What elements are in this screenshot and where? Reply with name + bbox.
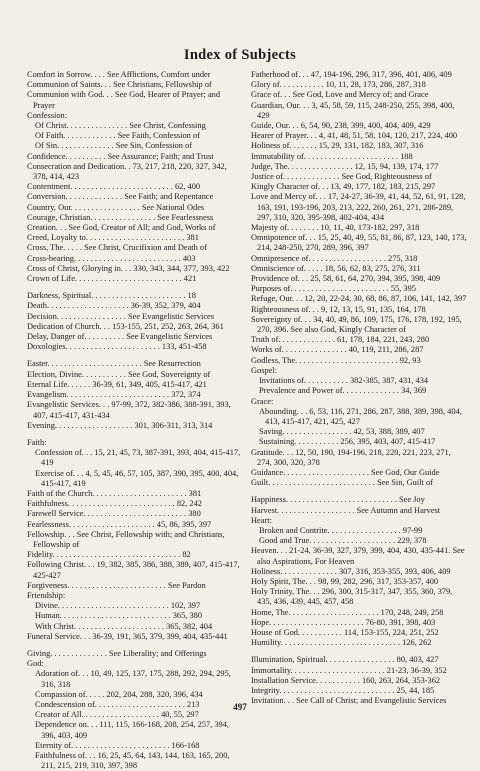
page-number: 497 [233, 702, 247, 712]
index-entry: Judge, The. . . . . . . . . . . . . . . . 12, 15, 94, 139, 174, 177 [251, 161, 439, 171]
index-entry: Grace of. . . See God, Love and Mercy of; and Grace [251, 90, 429, 100]
page-title: Index of Subjects [183, 47, 297, 63]
index-subentry: Eternity of. . . . . . . . . . . . . . . . . . . . . . . . 166-168 [35, 740, 200, 750]
index-entry: Majesty of. . . . . . . . 10, 11, 40, 173-182, 297, 318 [251, 223, 420, 233]
section-gap [27, 284, 242, 291]
index-entry: Crown of Life. . . . . . . . . . . . . . . . . . . . . . . . . . 421 [27, 274, 197, 284]
index-entry: Following Christ. . . 19, 382, 385, 386, 388, 389, 407, 415-417, 425-427 [27, 560, 240, 580]
index-entry: Humility. . . . . . . . . . . . . . . . . . . . . . . . . . . . . 126, 262 [251, 638, 432, 648]
index-subentry: Broken and Contrite. . . . . . . . . . . . . . . . . . 97-99 [259, 525, 423, 535]
section-gap [27, 352, 242, 359]
index-entry: Creed, Loyalty to. . . . . . . . . . . . . . . . . . . . . . . . 381 [27, 233, 199, 243]
index-entry: Guardian, Our. . . 3, 45, 58, 59, 115, 248-250, 255, 398, 400, 429 [251, 100, 455, 120]
index-entry: Holy Trinity, The. . . 296, 300, 315-317, 347, 355, 360, 379, 435, 436, 439, 445, 457, 458 [251, 587, 453, 607]
index-subentry: Divine. . . . . . . . . . . . . . . . . . . . . . . . . . . 102, 397 [35, 601, 201, 611]
index-entry: Easter. . . . . . . . . . . . . . . . . . . . . . . See Resurrection [27, 359, 201, 369]
index-entry: Refuge, Our. . . 12, 20, 22-24, 30, 68, 86, 87, 106, 141, 142, 397 [251, 294, 467, 304]
index-entry: Righteousness of. . . 9, 12, 13, 15, 91, 135, 164, 178 [251, 304, 426, 314]
index-entry: Omnipresence of. . . . . . . . . . . . . . . . . . . 275, 318 [251, 253, 418, 263]
index-entry: Country, Our. . . . . . . . . . . . . . . . . See National Odes [27, 202, 205, 212]
index-entry: Delay, Danger of. . . . . . . . . . See Evangelistic Services [27, 332, 213, 342]
index-entry: House of God. . . . . . . . . . . 114, 153-155, 224, 251, 252 [251, 627, 439, 637]
index-entry: Installation Service. . . . . . . . . . . 160, 263, 264, 353-362 [251, 675, 441, 685]
index-entry: Faithfulness. . . . . . . . . . . . . . . . . . . . . . . . . . 82, 242 [27, 499, 202, 509]
section-gap [27, 431, 242, 438]
index-entry: Hope. . . . . . . . . . . . . . . . . . . . . . . 76-80, 391, 398, 403 [251, 617, 436, 627]
index-subentry: Abounding. . . 6, 53, 116, 271, 286, 287, 388, 389, 398, 404, 413, 415-417, 421, 425, 427 [259, 406, 462, 426]
index-entry: Providence of. . . 25, 58, 61, 64, 270, 394, 395, 398, 409 [251, 274, 441, 284]
index-entry: Immortality. . . . . . . . . . . . . . . . . . . . . . . 21-23, 36-39, 352 [251, 665, 447, 675]
index-entry: Godless, The. . . . . . . . . . . . . . . . . . . . . . . . . 92, 93 [251, 355, 421, 365]
index-entry: Truth of. . . . . . . . . . . . . . 61, 178, 184, 221, 243, 280 [251, 335, 430, 345]
index-entry: Consecration and Dedication. . 73, 217, 218, 220, 327, 342, 378, 414, 423 [27, 161, 227, 182]
index-subentry: Invitations of. . . . . . . . . . . 382-385, 387, 431, 434 [259, 376, 429, 386]
index-entry: Evening. . . . . . . . . . . . . . . . . . . 301, 306-311, 313, 314 [27, 420, 213, 430]
index-entry: Eternal Life. . . . . . 36-39, 61, 349, 405, 415-417, 421 [27, 379, 207, 389]
section-gap [27, 642, 242, 649]
index-entry: Cross-bearing. . . . . . . . . . . . . . . . . . . . . . . . . . 403 [27, 253, 196, 263]
index-subentry: Sustaining. . . . . . . . . . . 256, 395, 403, 407, 415-417 [259, 437, 436, 447]
index-entry: Guilt. . . . . . . . . . . . . . . . . . . . . . . . . . See Sin, Guilt of [251, 478, 433, 488]
index-subentry: Adoration of. . . 10, 49, 125, 137, 175, 288, 292, 294, 295, 316, 318 [35, 669, 231, 689]
index-entry: Farewell Service. . . . . . . . . . . . . . . . . . . . . . . . . 380 [27, 509, 201, 519]
index-entry: Integrity. . . . . . . . . . . . . . . . . . . . . . . . . . . . 25, 44, 185 [251, 685, 435, 695]
index-subentry: Confession of. . . 15, 21, 45, 73, 387-391, 393, 404, 415-417, 419 [35, 448, 241, 468]
index-entry: Happiness. . . . . . . . . . . . . . . . . . . . . . . . . . . See Joy [251, 495, 425, 505]
index-entry: Illumination, Spiritual. . . . . . . . . . . . . . . . . 80, 403, 427 [251, 655, 439, 665]
index-entry: Harvest. . . . . . . . . . . . . . . . . . . See Autumn and Harvest [251, 505, 441, 515]
index-entry: Faith: [27, 437, 47, 447]
index-subentry: Dependence on. . . 111, 115, 166-168, 208, 254, 257, 394, 396, 403, 409 [35, 720, 229, 740]
index-subentry: Condescension of. . . . . . . . . . . . . . . . . . . . . . 213 [35, 699, 200, 709]
index-entry: Cross, The. . . . . See Christ, Crucifixion and Death of [27, 243, 207, 253]
index-entry: Doxologies. . . . . . . . . . . . . . . . . . . . . . . 133, 451-458 [27, 342, 207, 352]
index-entry: Confession: [27, 110, 68, 120]
index-entry: Guidance. . . . . . . . . . . . . . . . . . . . . See God, Our Guide [251, 467, 440, 477]
index-entry: Election, Divine. . . . . . . . . . . See God, Sovereignty of [27, 369, 211, 379]
index-entry: Guide, Our. . . 6, 54, 90, 238, 399, 400, 404, 409, 429 [251, 121, 431, 131]
index-entry: Fellowship. . . See Christ, Fellowship with; and Christians, Fellowship of [27, 529, 225, 549]
index-entry: Immutability of. . . . . . . . . . . . . . . . . . . . . . . 188 [251, 151, 413, 161]
index-entry: Confidence. . . . . . . . . . See Assurance; Faith; and Trust [27, 151, 214, 161]
index-entry: Gospel: [251, 365, 278, 375]
index-entry: Holy Spirit, The. . . 98, 99, 282, 296, 317, 353-357, 400 [251, 576, 439, 586]
index-column-left [27, 70, 242, 771]
index-entry: Omniscience of. . . . . 18, 56, 62, 83, 275, 276, 311 [251, 263, 421, 273]
index-entry: Heaven. . . 21-24, 36-39, 327, 379, 399, 404, 430, 435-441. See also Aspirations, For Heaven [251, 546, 465, 566]
section-gap [251, 488, 467, 495]
index-entry: Invitation. . . See Call of Christ; and Evangelistic Services [251, 696, 447, 706]
index-entry: Home, The. . . . . . . . . . . . . . . . . . . . . . 170, 248, 249, 258 [251, 607, 444, 617]
index-entry: Darkness, Spiritual. . . . . . . . . . . . . . . . . . . . . . . 18 [27, 291, 196, 301]
index-entry: Communion of Saints. . . See Christians, Fellowship of [27, 80, 212, 90]
index-entry: God: [27, 659, 44, 669]
section-gap [251, 648, 467, 655]
index-entry: Works of. . . . . . . . . . . . . . . . 40, 119, 211, 286, 287 [251, 345, 424, 355]
index-entry: Conversion. . . . . . . . . . . . . . See Faith; and Repentance [27, 192, 214, 202]
index-entry: Fearlessness. . . . . . . . . . . . . . . . . . . . . 45, 86, 395, 397 [27, 519, 212, 529]
index-entry: Kingly Character of. . . 13, 49, 177, 182, 183, 215, 297 [251, 182, 436, 192]
index-column-right [251, 70, 467, 706]
index-entry: Sovereignty of. . . 34, 40, 49, 86, 109, 175, 176, 178, 192, 195, 270, 396. See also God, Kingly Character of [251, 314, 462, 335]
index-subentry: Compassion of. . . . . 202, 204, 288, 320, 396, 434 [35, 689, 203, 699]
index-entry: Decision. . . . . . . . . . . . . . . . . See Evangelistic Services [27, 311, 215, 321]
index-subentry: Of Christ. . . . . . . . . . . . . . . See Christ, Confessing [35, 121, 206, 131]
index-entry: Contentment. . . . . . . . . . . . . . . . . . . . . . . . . 62, 400 [27, 182, 201, 192]
index-entry: Hearer of Prayer. . . 4, 41, 48, 51, 58, 104, 120, 217, 224, 400 [251, 131, 458, 141]
index-entry: Glory of. . . . . . . . . . . 10, 11, 28, 173, 286, 287, 318 [251, 80, 426, 90]
index-subentry: With Christ. . . . . . . . . . . . . . . . . . . . . . 365, 382, 404 [35, 621, 213, 631]
index-entry: Love and Mercy of. . . 17, 24-27, 36-39, 41, 44, 52, 61, 91, 128, 163, 191, 193-196, 203, 213, 222, 260, 261, 271, 286-289, 297, 310, 320, 395-398, 402-404, 434 [251, 192, 466, 222]
index-entry: Giving. . . . . . . . . . . . . . See Liberality; and Offerings [27, 648, 207, 658]
index-entry: Gratitude. . . 12, 50, 190, 194-196, 218, 220, 221, 223, 271, 274, 300, 320, 378 [251, 447, 451, 467]
index-entry: Fidelity. . . . . . . . . . . . . . . . . . . . . . . . . . . . . . . 82 [27, 550, 191, 560]
index-entry: Holiness. . . . . . . . . . . . . . 307, 316, 353-355, 393, 406, 409 [251, 566, 451, 576]
index-subentry: Exercise of. . . 4, 5, 45, 46, 57, 105, 387, 390, 395, 400, 404, 415-417, 419 [35, 468, 239, 488]
index-entry: Dedication of Church. . . 153-155, 251, 252, 263, 264, 361 [27, 321, 224, 331]
index-subentry: Faithfulness of. . . 16, 25, 45, 64, 143, 144, 163, 165, 200, 211, 215, 219, 310, 397, 398 [35, 751, 230, 771]
index-entry: Courage, Christian. . . . . . . . . . . . . . . . See Fearlessness [27, 212, 214, 222]
index-entry: Forgiveness. . . . . . . . . . . . . . . . . . . . . . . . See Pardon [27, 580, 206, 590]
index-entry: Evangelism. . . . . . . . . . . . . . . . . . . . . . . . . 372, 374 [27, 390, 201, 400]
index-entry: Funeral Service. . . 36-39, 191, 365, 379, 399, 404, 435-441 [27, 631, 228, 641]
index-entry: Comfort in Sorrow. . . . See Afflictions, Comfort under [27, 70, 211, 79]
index-subentry: Good and True. . . . . . . . . . . . . . . . . . . . . 229, 378 [259, 536, 427, 546]
index-subentry: Prevalence and Power of. . . . . . . . . . . . . . 34, 369 [259, 386, 427, 396]
index-entry: Purposes of. . . . . . . . . . . . . . . . . . . . . . . . 55, 395 [251, 284, 416, 294]
index-entry: Creation. . . See God, Creator of All; and God, Works of [27, 223, 216, 233]
index-subentry: Creator of All. . . . . . . . . . . . . . . . . . . 40, 55, 297 [35, 710, 199, 720]
index-subentry: Of Sin. . . . . . . . . . . . . . See Sin, Confession of [35, 141, 193, 151]
index-entry: Communion with God. . . See God, Hearer of Prayer; and Prayer [27, 90, 221, 110]
index-entry: Friendship: [27, 590, 66, 600]
index-entry: Justice of. . . . . . . . . . . . . . See God, Righteousness of [251, 172, 432, 182]
index-subentry: Human. . . . . . . . . . . . . . . . . . . . . . . . . . . 365, 380 [35, 611, 203, 621]
index-entry: Fatherhood of. . . 47, 194-196, 296, 317, 396, 401, 406, 409 [251, 70, 452, 79]
index-subentry: Saving. . . . . . . . . . . . . . . . . 42, 53, 388, 389, 407 [259, 427, 425, 437]
index-subentry: Of Faith. . . . . . . . . . . . . See Faith, Confession of [35, 131, 200, 141]
index-entry: Death. . . . . . . . . . . . . . . . . . . . 36-39, 352, 379, 404 [27, 301, 201, 311]
index-entry: Omnipotence of. . . 15, 25, 40, 49, 55, 81, 86, 87, 123, 140, 173, 214, 248-250, 270, 289, 396, 397 [251, 233, 467, 253]
index-entry: Cross of Christ, Glorying in. . . 330, 343, 344, 377, 393, 422 [27, 263, 230, 273]
index-entry: Faith of the Church. . . . . . . . . . . . . . . . . . . . . . . 381 [27, 488, 202, 498]
index-entry: Holiness of. . . . . . . 15, 29, 131, 182, 183, 307, 316 [251, 141, 424, 151]
index-entry: Evangelistic Services. . . 97-99, 372, 382-386, 388-391, 393, 407, 415-417, 431-434 [27, 400, 231, 420]
index-entry: Heart: [251, 515, 272, 525]
index-entry: Grace: [251, 396, 274, 406]
